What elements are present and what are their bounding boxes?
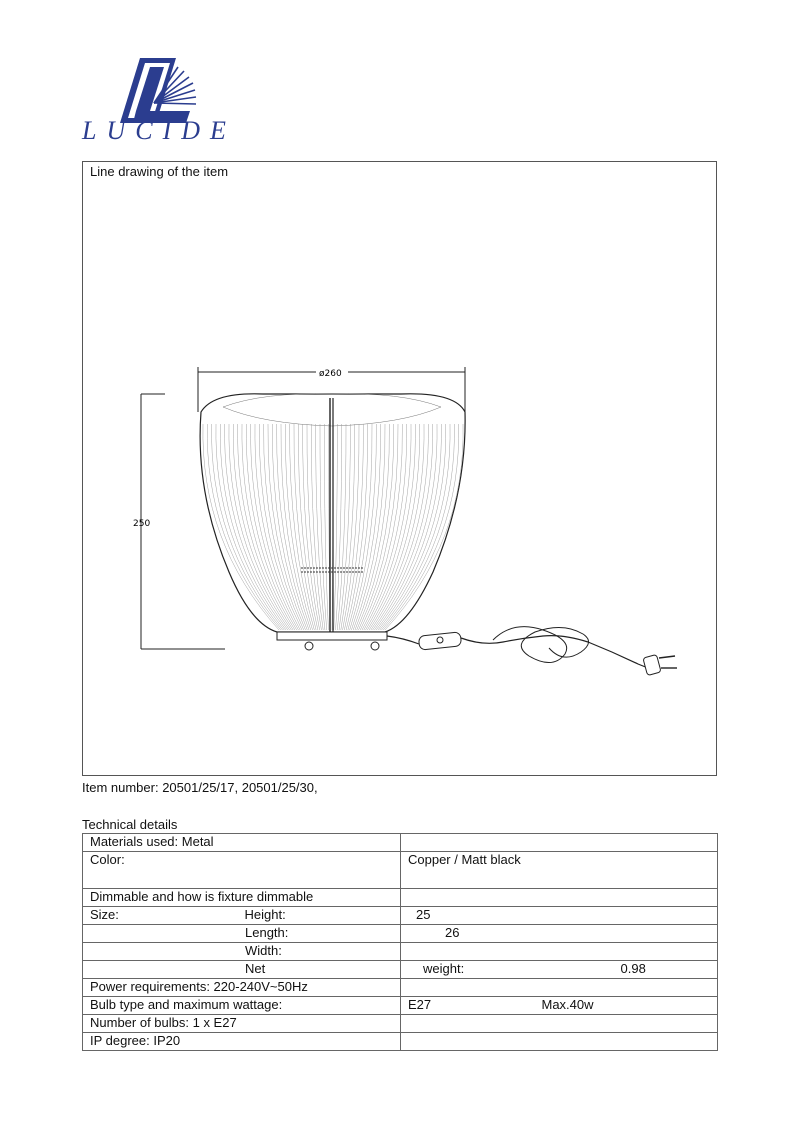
materials-cell: Materials used: Metal <box>83 834 401 852</box>
length-value: 26 <box>445 925 460 940</box>
bulb-max: Max.40w <box>541 997 594 1012</box>
net-cell <box>83 961 401 979</box>
net-label: Net <box>245 961 266 976</box>
item-number: Item number: 20501/25/17, 20501/25/30, <box>82 780 318 795</box>
bulb-label: Bulb type and maximum wattage: <box>83 997 401 1015</box>
width-value-cell <box>401 943 718 961</box>
table-row <box>83 1015 718 1033</box>
size-label: Size: <box>90 907 119 922</box>
bulb-value-cell <box>401 997 718 1015</box>
table-row <box>83 834 718 852</box>
length-cell <box>83 925 401 943</box>
line-drawing-panel <box>82 161 717 776</box>
table-row <box>83 907 718 925</box>
ip-value-cell <box>401 1033 718 1051</box>
height-value: 25 <box>416 907 431 922</box>
height-label: Height: <box>244 907 286 922</box>
table-row <box>83 961 718 979</box>
lamp-line-drawing <box>83 162 716 775</box>
height-dimension-label: 250 <box>133 519 151 529</box>
weight-label: weight: <box>423 961 465 976</box>
height-value-cell <box>401 907 718 925</box>
bulb-count-value-cell <box>401 1015 718 1033</box>
width-label: Width: <box>245 943 282 958</box>
table-row <box>83 889 718 907</box>
bulb-count-cell: Number of bulbs: 1 x E27 <box>83 1015 401 1033</box>
size-cell <box>83 907 401 925</box>
length-label: Length: <box>245 925 289 940</box>
technical-details-title: Technical details <box>82 817 178 832</box>
materials-value-cell <box>401 834 718 852</box>
power-cell: Power requirements: 220-240V~50Hz <box>83 979 401 997</box>
drawing-title: Line drawing of the item <box>90 164 229 179</box>
brand-wordmark: LUCIDE <box>82 116 236 145</box>
table-row <box>83 979 718 997</box>
diameter-label: ø260 <box>319 369 342 379</box>
table-row <box>83 943 718 961</box>
ip-cell: IP degree: IP20 <box>83 1033 401 1051</box>
table-row <box>83 997 718 1015</box>
technical-details-table <box>82 833 718 1051</box>
power-value-cell <box>401 979 718 997</box>
weight-cell <box>401 961 718 979</box>
weight-value: 0.98 <box>620 961 646 976</box>
table-row <box>83 925 718 943</box>
table-row <box>83 852 718 889</box>
color-label: Color: <box>83 852 401 889</box>
dimmable-label: Dimmable and how is fixture dimmable <box>83 889 401 907</box>
bulb-type: E27 <box>408 997 432 1012</box>
color-value: Copper / Matt black <box>401 852 718 889</box>
table-row <box>83 1033 718 1051</box>
width-cell <box>83 943 401 961</box>
dimmable-value <box>401 889 718 907</box>
length-value-cell <box>401 925 718 943</box>
